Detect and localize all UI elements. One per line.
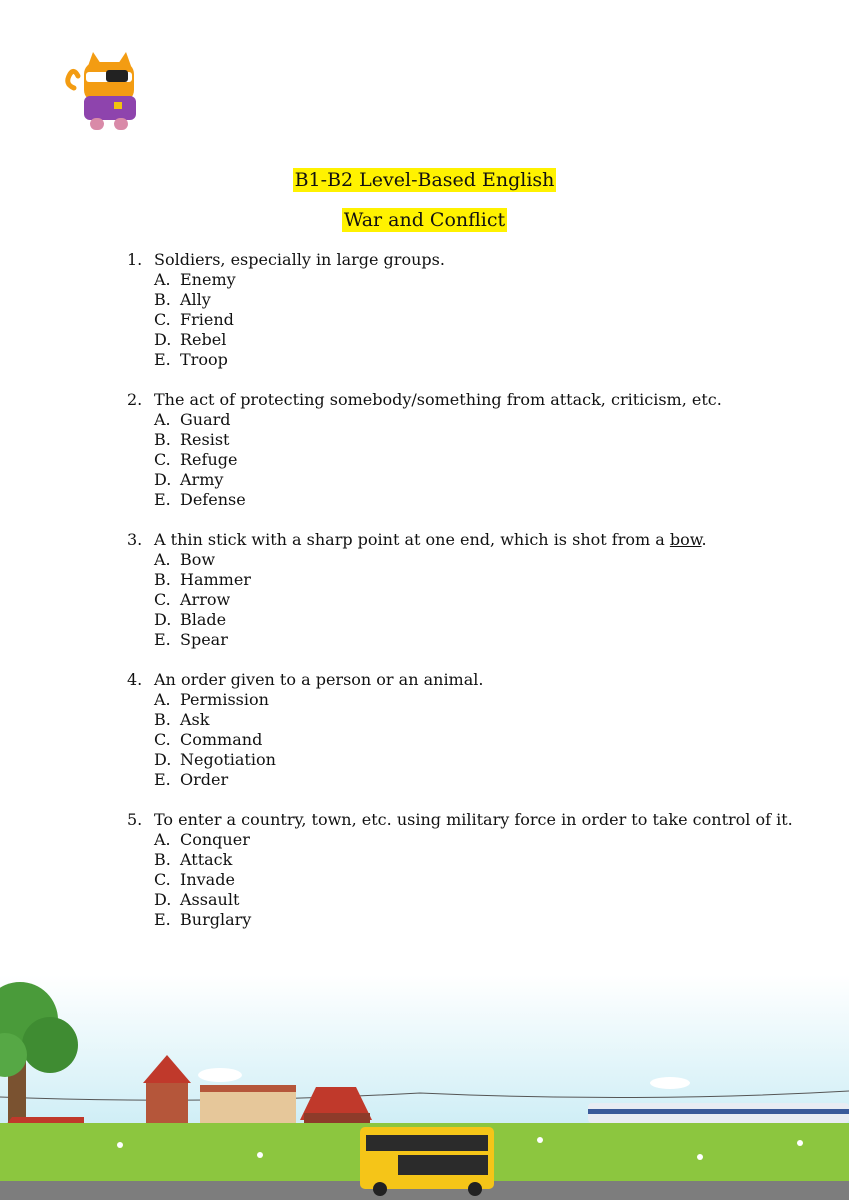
option-a — [127, 830, 807, 850]
question-number: 4. — [127, 670, 143, 689]
option-text: Burglary — [180, 910, 252, 929]
option-text: Guard — [180, 410, 231, 429]
option-text: Refuge — [180, 450, 238, 469]
option-letter: A. — [154, 690, 171, 709]
option-a — [127, 550, 807, 570]
option-e — [127, 490, 807, 510]
option-letter: E. — [154, 770, 171, 789]
city-street-scene — [0, 975, 849, 1200]
option-text: Blade — [180, 610, 227, 629]
question-list — [127, 250, 807, 950]
question-text: The act of protecting somebody/something from attack, criticism, etc. — [154, 390, 722, 409]
underlined-word: bow — [669, 530, 702, 549]
option-c — [127, 730, 807, 750]
option-text: Enemy — [180, 270, 236, 289]
question-number: 2. — [127, 390, 143, 409]
option-letter: B. — [154, 290, 171, 309]
option-letter: C. — [154, 450, 171, 469]
option-e — [127, 770, 807, 790]
option-text: Invade — [180, 870, 235, 889]
option-d — [127, 470, 807, 490]
question-text: To enter a country, town, etc. using military force in order to take control of it. — [154, 810, 793, 829]
question-number: 3. — [127, 530, 143, 549]
question-text — [154, 530, 707, 550]
option-letter: D. — [154, 330, 172, 349]
option-text: Rebel — [180, 330, 227, 349]
option-e — [127, 350, 807, 370]
option-c — [127, 310, 807, 330]
option-letter: B. — [154, 430, 171, 449]
title-topic: War and Conflict — [343, 209, 506, 231]
option-letter: A. — [154, 550, 171, 569]
option-text: Attack — [180, 850, 233, 869]
option-text: Army — [180, 470, 224, 489]
question-text: An order given to a person or an animal. — [154, 670, 484, 689]
option-letter: E. — [154, 910, 171, 929]
question-4 — [127, 670, 807, 790]
title-level: B1-B2 Level-Based English — [294, 169, 555, 191]
option-a — [127, 690, 807, 710]
option-text: Resist — [180, 430, 230, 449]
option-d — [127, 750, 807, 770]
question-text-start: A thin stick with a sharp point at one end, which is shot from a — [154, 530, 670, 549]
option-letter: C. — [154, 590, 171, 609]
option-letter: C. — [154, 870, 171, 889]
option-text: Troop — [180, 350, 228, 369]
option-letter: D. — [154, 470, 172, 489]
option-text: Arrow — [180, 590, 231, 609]
option-c — [127, 450, 807, 470]
option-e — [127, 630, 807, 650]
option-letter: B. — [154, 570, 171, 589]
option-d — [127, 330, 807, 350]
option-text: Ally — [180, 290, 211, 309]
option-letter: A. — [154, 270, 171, 289]
option-b — [127, 850, 807, 870]
question-number: 1. — [127, 250, 143, 269]
option-e — [127, 910, 807, 930]
option-b — [127, 290, 807, 310]
option-letter: E. — [154, 350, 171, 369]
option-text: Defense — [180, 490, 246, 509]
question-text: Soldiers, especially in large groups. — [154, 250, 445, 269]
option-text: Order — [180, 770, 229, 789]
question-number: 5. — [127, 810, 143, 829]
option-a — [127, 270, 807, 290]
question-1 — [127, 250, 807, 370]
option-text: Negotiation — [180, 750, 276, 769]
question-3 — [127, 530, 807, 650]
option-letter: E. — [154, 490, 171, 509]
option-d — [127, 890, 807, 910]
option-text: Conquer — [180, 830, 250, 849]
option-letter: B. — [154, 710, 171, 729]
option-text: Assault — [180, 890, 240, 909]
option-letter: D. — [154, 610, 172, 629]
option-letter: C. — [154, 310, 171, 329]
option-letter: A. — [154, 830, 171, 849]
option-b — [127, 430, 807, 450]
option-b — [127, 710, 807, 730]
option-d — [127, 610, 807, 630]
option-letter: B. — [154, 850, 171, 869]
option-c — [127, 870, 807, 890]
option-b — [127, 570, 807, 590]
option-text: Command — [180, 730, 263, 749]
option-a — [127, 410, 807, 430]
question-5 — [127, 810, 807, 930]
option-letter: D. — [154, 750, 172, 769]
option-letter: C. — [154, 730, 171, 749]
question-2 — [127, 390, 807, 510]
option-text: Hammer — [180, 570, 251, 589]
cat-mascot-icon — [60, 48, 150, 138]
worksheet-title — [0, 168, 849, 248]
question-text-end: . — [701, 530, 707, 549]
option-text: Friend — [180, 310, 234, 329]
option-letter: D. — [154, 890, 172, 909]
option-text: Bow — [180, 550, 216, 569]
option-letter: E. — [154, 630, 171, 649]
option-text: Ask — [180, 710, 210, 729]
option-text: Permission — [180, 690, 269, 709]
option-letter: A. — [154, 410, 171, 429]
option-text: Spear — [180, 630, 228, 649]
option-c — [127, 590, 807, 610]
